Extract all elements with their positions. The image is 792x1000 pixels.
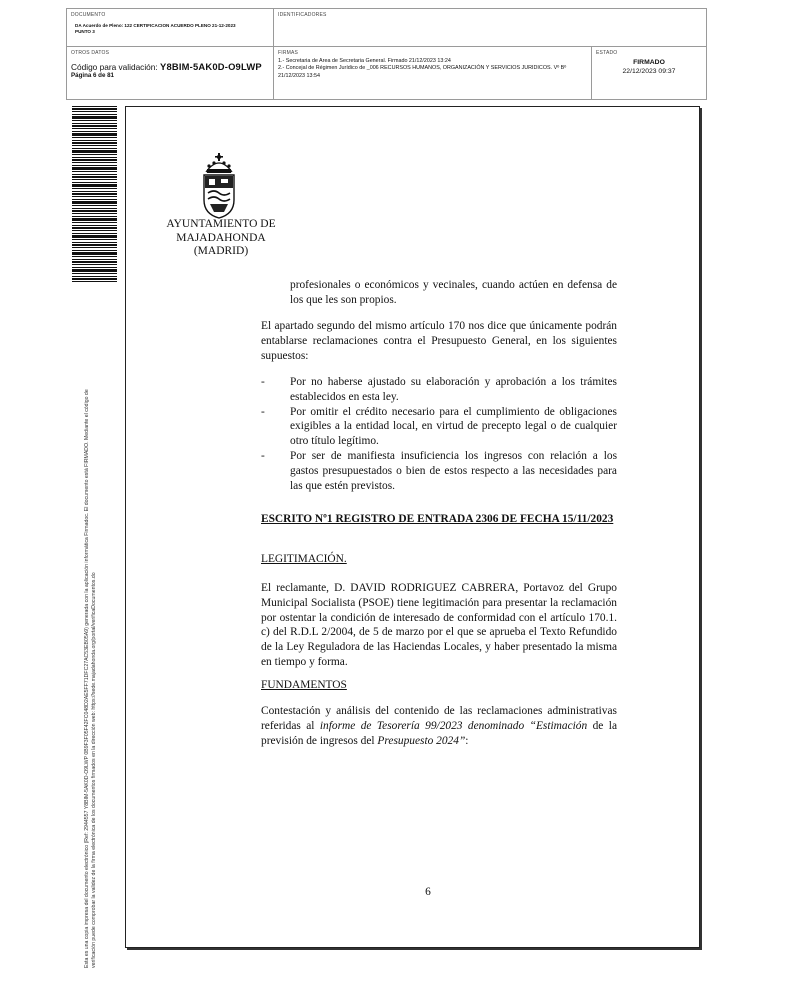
institution-line3: (MADRID): [193, 245, 249, 257]
otros-datos-label: OTROS DATOS: [71, 50, 110, 56]
paragraph-article-170: El apartado segundo del mismo artículo 170 nos dice que únicamente podrán entablarse reclamaciones contra el Presupuesto General, en los siguientes supuestos:: [261, 320, 617, 362]
list-item-text: Por ser de manifiesta insuficiencia los ingresos con relación a los gastos presupuestados o bien de estos respecto a las necesidades para las que estén previstos.: [290, 449, 617, 492]
heading-legitimacion: LEGITIMACIÓN.: [261, 553, 347, 565]
validation-code-prefix: Código para validación:: [71, 62, 161, 72]
paragraph-fundamentos: [261, 704, 617, 748]
institution-line1: AYUNTAMIENTO DE: [166, 218, 276, 230]
signatures-list: [278, 58, 590, 80]
status-date: 22/12/2023 09:37: [622, 68, 676, 75]
list-dash: -: [261, 376, 265, 388]
verification-side-note: [84, 308, 98, 968]
institution-name: [160, 218, 282, 259]
paragraph-continuation: profesionales o económicos y vecinales, cuando actúen en defensa de los que les son propios.: [290, 279, 617, 306]
fundamentos-text-c: de la previsión de ingresos del: [261, 719, 617, 747]
documento-label: DOCUMENTO: [71, 12, 106, 18]
page-number: 6: [425, 886, 431, 898]
validation-code-line: [71, 61, 262, 72]
identificadores-cell: [274, 9, 706, 47]
signature-1: 1.- Secretaria de Area de Secretaria General. Firmado 21/12/2023 13:24: [278, 58, 451, 64]
heading-escrito: ESCRITO Nº1 REGISTRO DE ENTRADA 2306 DE FECHA 15/11/2023: [261, 513, 614, 525]
side-note-line2: verificación puede comprobar la validez de la firma electrónica de los documentos firmados en la dirección web: https://sede.majadahonda.org/portal/verificaDocumentos.do: [91, 572, 97, 968]
list-item-text: Por omitir el crédito necesario para el cumplimiento de obligaciones exigibles a la entidad local, en virtud de precepto legal o de cualquier otro título legítimo.: [290, 405, 617, 448]
status-badge: FIRMADO: [633, 59, 665, 66]
validation-code[interactable]: Y8BIM-5AK0D-O9LWP: [160, 61, 262, 72]
documento-value-line1: DA Acuerdo de Pleno: 122 CERTIFICACION ACUERDO PLENO 21-12-2023: [75, 23, 236, 28]
firmas-label: FIRMAS: [278, 50, 299, 56]
list-dash: -: [261, 449, 265, 462]
list-item-text: Por no haberse ajustado su elaboración y aprobación a los trámites establecidos en esta ley.: [290, 376, 617, 403]
fundamentos-text-e: :: [465, 734, 469, 747]
supuestos-list: [261, 375, 617, 493]
estado-cell: [592, 47, 706, 99]
list-item: [261, 449, 617, 493]
heading-fundamentos: FUNDAMENTOS: [261, 679, 347, 691]
list-item: [261, 375, 617, 405]
side-note-line1: Esta es una copia impresa del documento electrónico (Ref: 2944557 Y8BIM-5AK0D-O9LWP 0B9F3F05F42FC048D2AE5FF71DFC27AC53EB05A9) generada con la aplicación informática Firmadoc. El documento está FIRMADO. Mediante el código de: [84, 389, 90, 968]
documento-value: [75, 23, 265, 35]
otros-datos-cell: [67, 47, 274, 99]
estado-label: ESTADO: [596, 50, 618, 56]
firmas-cell: [274, 47, 592, 99]
documento-value-line2: PUNTO 3: [75, 29, 95, 34]
signature-2-date: 21/12/2023 13:54: [278, 72, 320, 79]
fundamentos-italic-report: informe de Tesorería 99/2023 denominado “Estimación: [319, 719, 588, 732]
coat-of-arms-icon: [196, 152, 242, 220]
page-count: Página 6 de 81: [71, 72, 114, 79]
list-dash: -: [261, 405, 265, 418]
institution-line2: MAJADAHONDA: [176, 231, 266, 244]
barcode-image: [72, 106, 117, 282]
fundamentos-text-a: Contestación y análisis del contenido de las reclamaciones administrativas referidas al: [261, 705, 617, 732]
fundamentos-italic-budget: Presupuesto 2024”: [377, 734, 466, 747]
documento-cell: [67, 9, 274, 47]
signature-2: 2.- Concejal de Régimen Jurídico de _006 RECURSOS HUMANOS, ORGANIZACIÓN Y SERVICIOS JURIDICOS. Vº Bº: [278, 65, 567, 72]
list-item: [261, 405, 617, 449]
identificadores-label: IDENTIFICADORES: [278, 12, 327, 18]
signature-header: [66, 8, 707, 100]
paragraph-legitimacion: El reclamante, D. DAVID RODRIGUEZ CABRERA, Portavoz del Grupo Municipal Socialista (PSOE) tiene legitimación para presentar la reclamación por ostentar la condición de interesado de conformidad con el artículo 170.1. c) del R.D.L 2/2004, de 5 de marzo por el que se aprueba el Texto Refundido de la Ley Reguladora de las Haciendas Locales, y haber presentado la misma en tiempo y forma.: [261, 582, 617, 668]
